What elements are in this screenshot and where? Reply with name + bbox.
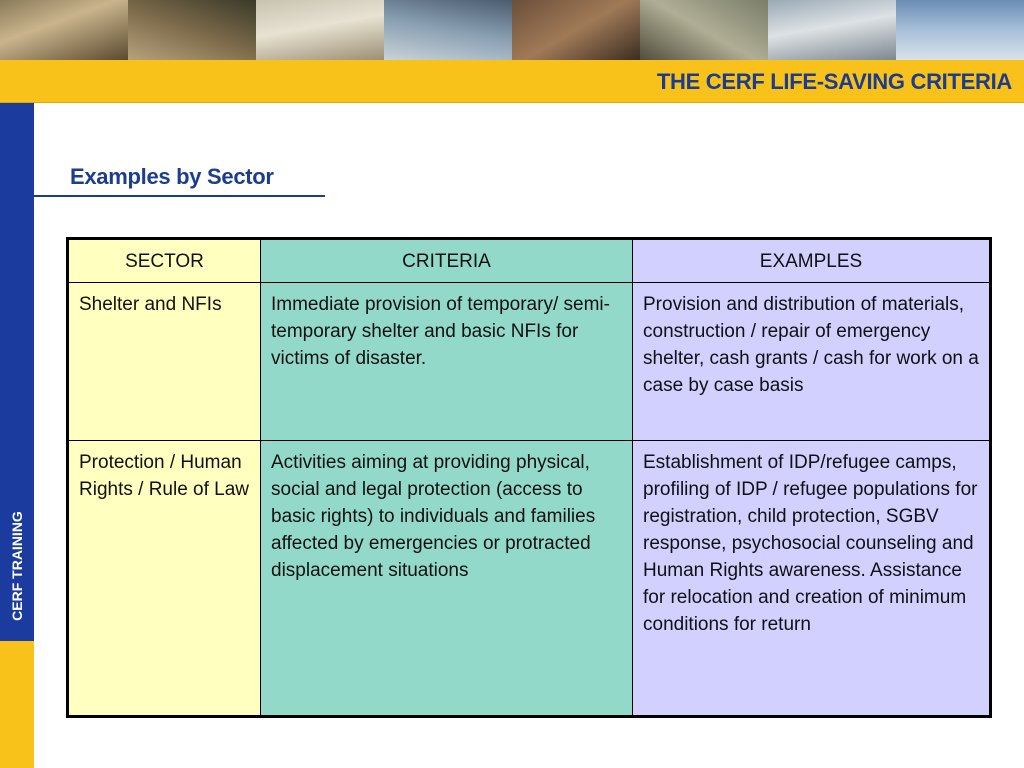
cell-examples: Establishment of IDP/refugee camps, profiling of IDP / refugee populations for registration, child protection, SGBV response, psychosocial counseling and Human Rights awareness. Assistance for relocation and creation of minimum conditions for return bbox=[633, 441, 990, 716]
criteria-table-grid bbox=[68, 239, 990, 716]
banner-photo bbox=[896, 0, 1024, 60]
cell-sector: Protection / Human Rights / Rule of Law bbox=[69, 441, 261, 716]
banner-photo bbox=[256, 0, 384, 60]
criteria-table bbox=[66, 237, 992, 718]
cell-criteria: Activities aiming at providing physical, social and legal protection (access to basic rights) to individuals and families affected by emergencies or protracted displacement situations bbox=[261, 441, 633, 716]
table-header-row bbox=[69, 240, 990, 283]
banner-photo bbox=[0, 0, 128, 60]
subtitle-underline bbox=[34, 195, 325, 197]
banner-photo bbox=[640, 0, 768, 60]
sidebar-label bbox=[3, 500, 31, 632]
sidebar-label-text: CERF TRAINING bbox=[9, 511, 26, 621]
sidebar-yellow-band bbox=[0, 641, 34, 768]
cell-sector: Shelter and NFIs bbox=[69, 283, 261, 441]
column-header-sector: SECTOR bbox=[69, 240, 261, 283]
column-header-criteria: CRITERIA bbox=[261, 240, 633, 283]
section-subtitle: Examples by Sector bbox=[70, 164, 274, 189]
slide-title: THE CERF LIFE-SAVING CRITERIA bbox=[656, 69, 1012, 94]
table-row bbox=[69, 441, 990, 716]
cell-examples: Provision and distribution of materials, construction / repair of emergency shelter, cash grants / cash for work on a case by case basis bbox=[633, 283, 990, 441]
photo-banner bbox=[0, 0, 1024, 60]
column-header-examples: EXAMPLES bbox=[633, 240, 990, 283]
banner-photo bbox=[768, 0, 896, 60]
banner-photo bbox=[512, 0, 640, 60]
title-bar bbox=[0, 60, 1024, 103]
table-row bbox=[69, 283, 990, 441]
banner-photo bbox=[128, 0, 256, 60]
banner-photo bbox=[384, 0, 512, 60]
cell-criteria: Immediate provision of temporary/ semi-temporary shelter and basic NFIs for victims of disaster. bbox=[261, 283, 633, 441]
